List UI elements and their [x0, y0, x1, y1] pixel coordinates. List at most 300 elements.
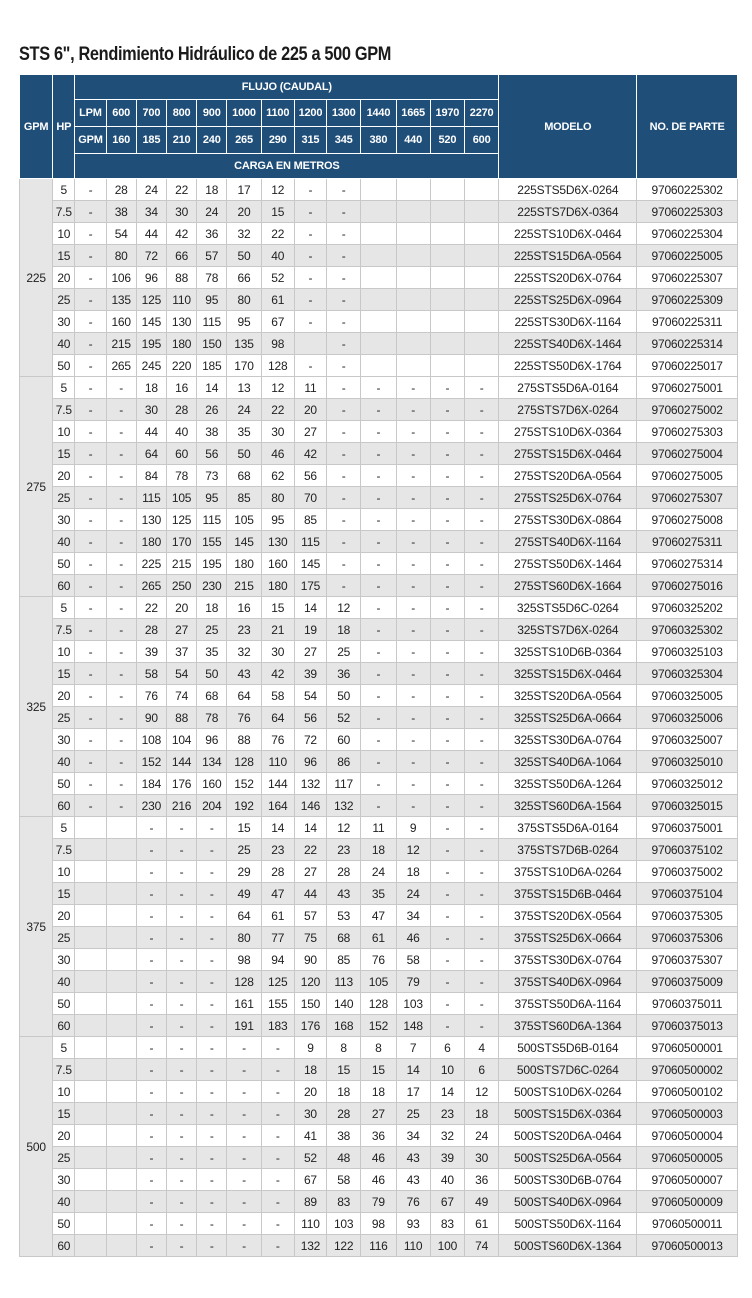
head-value-cell: - — [106, 399, 136, 421]
model-cell: 275STS40D6X-1164 — [499, 531, 637, 553]
head-value-cell: 12 — [261, 377, 294, 399]
head-value-cell: 24 — [464, 1125, 498, 1147]
part-number-cell: 97060325103 — [637, 641, 738, 663]
hp-cell: 7.5 — [53, 619, 75, 641]
head-value-cell: - — [106, 443, 136, 465]
head-value-cell — [75, 1037, 106, 1059]
head-value-cell: - — [106, 751, 136, 773]
table-row — [20, 223, 738, 245]
model-cell: 500STS10D6X-0264 — [499, 1081, 637, 1103]
head-value-cell: - — [166, 1103, 196, 1125]
head-value-cell: 11 — [294, 377, 326, 399]
head-value-cell: - — [464, 883, 498, 905]
hp-cell: 7.5 — [53, 1059, 75, 1081]
head-value-cell: - — [430, 751, 464, 773]
head-value-cell: - — [166, 949, 196, 971]
gpm-value: 520 — [430, 127, 464, 154]
head-value-cell: - — [327, 443, 361, 465]
head-value-cell: 250 — [166, 575, 196, 597]
table-row — [20, 685, 738, 707]
table-row — [20, 641, 738, 663]
lpm-value: 900 — [197, 100, 227, 127]
head-value-cell: 148 — [396, 1015, 430, 1037]
head-value-cell: 84 — [136, 465, 166, 487]
lpm-value: 1200 — [294, 100, 326, 127]
head-value-cell: - — [464, 443, 498, 465]
head-value-cell: 95 — [197, 289, 227, 311]
parte-header: NO. DE PARTE — [637, 75, 738, 179]
hp-cell: 50 — [53, 773, 75, 795]
head-value-cell: - — [396, 597, 430, 619]
head-value-cell: - — [294, 289, 326, 311]
head-value-cell: 96 — [197, 729, 227, 751]
head-value-cell: 38 — [106, 201, 136, 223]
head-value-cell: - — [166, 1125, 196, 1147]
head-value-cell: 183 — [261, 1015, 294, 1037]
part-number-cell: 97060325202 — [637, 597, 738, 619]
head-value-cell: 120 — [294, 971, 326, 993]
head-value-cell: 155 — [197, 531, 227, 553]
head-value-cell — [75, 1059, 106, 1081]
head-value-cell: 125 — [136, 289, 166, 311]
head-value-cell: 34 — [396, 905, 430, 927]
head-value-cell: - — [136, 1147, 166, 1169]
head-value-cell — [464, 245, 498, 267]
lpm-value: 1100 — [261, 100, 294, 127]
head-value-cell: - — [75, 377, 106, 399]
head-value-cell: 192 — [227, 795, 261, 817]
head-value-cell: - — [197, 1125, 227, 1147]
part-number-cell: 97060325010 — [637, 751, 738, 773]
model-cell: 325STS25D6A-0664 — [499, 707, 637, 729]
head-value-cell: 180 — [166, 333, 196, 355]
head-value-cell: - — [166, 971, 196, 993]
head-value-cell: - — [197, 927, 227, 949]
head-value-cell: - — [197, 1169, 227, 1191]
head-value-cell: 215 — [227, 575, 261, 597]
head-value-cell: 35 — [361, 883, 396, 905]
head-value-cell: 68 — [227, 465, 261, 487]
head-value-cell — [464, 333, 498, 355]
part-number-cell: 97060375102 — [637, 839, 738, 861]
model-cell: 275STS5D6A-0164 — [499, 377, 637, 399]
head-value-cell: - — [327, 509, 361, 531]
head-value-cell: - — [106, 465, 136, 487]
head-value-cell: - — [75, 487, 106, 509]
head-value-cell — [396, 311, 430, 333]
head-value-cell: 98 — [361, 1213, 396, 1235]
gpm-value: 380 — [361, 127, 396, 154]
head-value-cell: - — [396, 443, 430, 465]
model-cell: 325STS60D6A-1564 — [499, 795, 637, 817]
head-value-cell: - — [327, 223, 361, 245]
head-value-cell: - — [464, 553, 498, 575]
head-value-cell — [106, 993, 136, 1015]
part-number-cell: 97060275314 — [637, 553, 738, 575]
model-cell: 375STS20D6X-0564 — [499, 905, 637, 927]
head-value-cell: 52 — [261, 267, 294, 289]
table-row — [20, 1213, 738, 1235]
table-row — [20, 729, 738, 751]
head-value-cell: - — [106, 553, 136, 575]
hp-cell: 20 — [53, 267, 75, 289]
head-value-cell: - — [430, 795, 464, 817]
model-cell: 225STS25D6X-0964 — [499, 289, 637, 311]
head-value-cell: - — [75, 443, 106, 465]
head-value-cell: - — [227, 1213, 261, 1235]
head-value-cell: 35 — [227, 421, 261, 443]
gpm-group-cell: 325 — [20, 597, 53, 817]
part-number-cell: 97060500013 — [637, 1235, 738, 1257]
head-value-cell: 104 — [166, 729, 196, 751]
head-value-cell: - — [464, 971, 498, 993]
head-value-cell: - — [464, 663, 498, 685]
table-row — [20, 883, 738, 905]
head-value-cell: 72 — [294, 729, 326, 751]
head-value-cell — [75, 839, 106, 861]
gpm-label: GPM — [75, 127, 106, 154]
head-value-cell: 150 — [197, 333, 227, 355]
head-value-cell: 23 — [430, 1103, 464, 1125]
head-value-cell: 12 — [396, 839, 430, 861]
head-value-cell: - — [75, 289, 106, 311]
table-row — [20, 927, 738, 949]
head-value-cell: - — [136, 1169, 166, 1191]
head-value-cell: 80 — [227, 289, 261, 311]
table-row — [20, 1037, 738, 1059]
head-value-cell: - — [75, 575, 106, 597]
part-number-cell: 97060500102 — [637, 1081, 738, 1103]
head-value-cell: 18 — [327, 619, 361, 641]
head-value-cell: - — [106, 619, 136, 641]
head-value-cell: - — [396, 663, 430, 685]
head-value-cell: 98 — [261, 333, 294, 355]
head-value-cell — [430, 201, 464, 223]
head-value-cell: 46 — [396, 927, 430, 949]
head-value-cell — [75, 949, 106, 971]
head-value-cell: - — [396, 465, 430, 487]
head-value-cell: - — [136, 927, 166, 949]
head-value-cell: - — [464, 377, 498, 399]
head-value-cell — [396, 267, 430, 289]
head-value-cell: - — [396, 707, 430, 729]
head-value-cell: 15 — [261, 597, 294, 619]
head-value-cell: - — [361, 641, 396, 663]
head-value-cell — [75, 1103, 106, 1125]
head-value-cell: 49 — [464, 1191, 498, 1213]
head-value-cell: - — [294, 201, 326, 223]
head-value-cell: - — [75, 179, 106, 201]
head-value-cell: 19 — [294, 619, 326, 641]
head-value-cell — [75, 993, 106, 1015]
head-value-cell: 76 — [227, 707, 261, 729]
hp-cell: 20 — [53, 465, 75, 487]
head-value-cell: - — [430, 971, 464, 993]
head-value-cell: 132 — [294, 1235, 326, 1257]
head-value-cell: - — [430, 707, 464, 729]
model-cell: 500STS60D6X-1364 — [499, 1235, 637, 1257]
head-value-cell: - — [136, 1213, 166, 1235]
head-value-cell: 22 — [136, 597, 166, 619]
head-value-cell: 54 — [166, 663, 196, 685]
head-value-cell: - — [166, 1213, 196, 1235]
table-row — [20, 751, 738, 773]
head-value-cell: 184 — [136, 773, 166, 795]
head-value-cell: - — [430, 663, 464, 685]
head-value-cell: - — [464, 685, 498, 707]
head-value-cell: - — [464, 641, 498, 663]
head-value-cell: 61 — [464, 1213, 498, 1235]
head-value-cell: 32 — [227, 641, 261, 663]
head-value-cell: - — [327, 333, 361, 355]
head-value-cell: 27 — [166, 619, 196, 641]
head-value-cell — [106, 1059, 136, 1081]
head-value-cell: 44 — [136, 223, 166, 245]
head-value-cell: 22 — [261, 399, 294, 421]
head-value-cell: - — [75, 553, 106, 575]
head-value-cell — [75, 883, 106, 905]
head-value-cell: 58 — [136, 663, 166, 685]
head-value-cell: 42 — [166, 223, 196, 245]
head-value-cell — [106, 1103, 136, 1125]
table-row — [20, 1235, 738, 1257]
head-value-cell — [75, 1235, 106, 1257]
head-value-cell: - — [361, 531, 396, 553]
table-row — [20, 949, 738, 971]
head-value-cell — [75, 1081, 106, 1103]
part-number-cell: 97060275004 — [637, 443, 738, 465]
head-value-cell: 164 — [261, 795, 294, 817]
head-value-cell: 105 — [227, 509, 261, 531]
head-value-cell: 105 — [361, 971, 396, 993]
head-value-cell: 35 — [197, 641, 227, 663]
head-value-cell: 15 — [327, 1059, 361, 1081]
hp-cell: 7.5 — [53, 839, 75, 861]
table-row — [20, 465, 738, 487]
head-value-cell: 12 — [261, 179, 294, 201]
part-number-cell: 97060325012 — [637, 773, 738, 795]
head-value-cell: - — [464, 597, 498, 619]
model-cell: 275STS10D6X-0364 — [499, 421, 637, 443]
head-value-cell: - — [166, 1037, 196, 1059]
hp-cell: 30 — [53, 1169, 75, 1191]
head-value-cell: 6 — [430, 1037, 464, 1059]
head-value-cell — [396, 289, 430, 311]
part-number-cell: 97060375104 — [637, 883, 738, 905]
head-value-cell — [464, 355, 498, 377]
head-value-cell: - — [136, 949, 166, 971]
gpm-value: 240 — [197, 127, 227, 154]
head-value-cell: - — [464, 509, 498, 531]
head-value-cell: 85 — [227, 487, 261, 509]
head-value-cell: - — [396, 421, 430, 443]
head-value-cell — [106, 1235, 136, 1257]
head-value-cell: 144 — [166, 751, 196, 773]
head-value-cell: 42 — [294, 443, 326, 465]
head-value-cell: 60 — [166, 443, 196, 465]
part-number-cell: 97060225017 — [637, 355, 738, 377]
head-value-cell: 34 — [396, 1125, 430, 1147]
head-value-cell: 15 — [361, 1059, 396, 1081]
table-row — [20, 443, 738, 465]
gpm-value: 185 — [136, 127, 166, 154]
head-value-cell: 61 — [261, 905, 294, 927]
head-value-cell: 170 — [166, 531, 196, 553]
head-value-cell: - — [464, 861, 498, 883]
model-cell: 500STS50D6X-1164 — [499, 1213, 637, 1235]
head-value-cell: 8 — [327, 1037, 361, 1059]
model-cell: 325STS50D6A-1264 — [499, 773, 637, 795]
head-value-cell — [361, 223, 396, 245]
head-value-cell — [106, 1213, 136, 1235]
head-value-cell: 150 — [294, 993, 326, 1015]
page-title: STS 6", Rendimiento Hidráulico de 225 a 500 GPM — [19, 44, 392, 65]
model-cell: 500STS25D6A-0564 — [499, 1147, 637, 1169]
head-value-cell: 28 — [166, 399, 196, 421]
head-value-cell: 36 — [361, 1125, 396, 1147]
head-value-cell: 185 — [197, 355, 227, 377]
head-value-cell: - — [106, 663, 136, 685]
model-cell: 275STS60D6X-1664 — [499, 575, 637, 597]
model-cell: 225STS15D6A-0564 — [499, 245, 637, 267]
model-cell: 325STS15D6X-0464 — [499, 663, 637, 685]
table-row — [20, 619, 738, 641]
head-value-cell: 180 — [136, 531, 166, 553]
model-cell: 225STS7D6X-0364 — [499, 201, 637, 223]
head-value-cell: 152 — [136, 751, 166, 773]
head-value-cell: 113 — [327, 971, 361, 993]
head-value-cell: 28 — [327, 1103, 361, 1125]
head-value-cell: - — [464, 927, 498, 949]
head-value-cell: 152 — [227, 773, 261, 795]
head-value-cell — [396, 223, 430, 245]
head-value-cell: - — [430, 575, 464, 597]
head-value-cell: 42 — [261, 663, 294, 685]
hp-cell: 30 — [53, 311, 75, 333]
hp-cell: 20 — [53, 685, 75, 707]
head-value-cell — [430, 289, 464, 311]
head-value-cell: 130 — [166, 311, 196, 333]
head-value-cell — [106, 1081, 136, 1103]
head-value-cell: 145 — [294, 553, 326, 575]
head-value-cell: - — [136, 993, 166, 1015]
head-value-cell: 18 — [197, 179, 227, 201]
head-value-cell: 57 — [197, 245, 227, 267]
table-row — [20, 1147, 738, 1169]
head-value-cell: 22 — [261, 223, 294, 245]
table-row — [20, 531, 738, 553]
head-value-cell: - — [261, 1103, 294, 1125]
head-value-cell: 14 — [294, 597, 326, 619]
table-row — [20, 817, 738, 839]
hp-cell: 25 — [53, 487, 75, 509]
head-value-cell: - — [396, 641, 430, 663]
head-value-cell: - — [75, 619, 106, 641]
head-value-cell: - — [136, 1125, 166, 1147]
head-value-cell: 103 — [327, 1213, 361, 1235]
head-value-cell: - — [464, 619, 498, 641]
hp-cell: 20 — [53, 905, 75, 927]
head-value-cell: - — [464, 575, 498, 597]
head-value-cell: 14 — [261, 817, 294, 839]
table-row — [20, 509, 738, 531]
lpm-value: 1440 — [361, 100, 396, 127]
part-number-cell: 97060325005 — [637, 685, 738, 707]
head-value-cell: 14 — [430, 1081, 464, 1103]
head-value-cell: - — [261, 1169, 294, 1191]
model-cell: 325STS30D6A-0764 — [499, 729, 637, 751]
head-value-cell: 12 — [464, 1081, 498, 1103]
head-value-cell: 22 — [294, 839, 326, 861]
table-row — [20, 311, 738, 333]
hp-cell: 50 — [53, 993, 75, 1015]
head-value-cell: - — [327, 311, 361, 333]
head-value-cell: 168 — [327, 1015, 361, 1037]
head-value-cell: - — [327, 355, 361, 377]
gpm-group-cell: 500 — [20, 1037, 53, 1257]
head-value-cell: - — [197, 1103, 227, 1125]
head-value-cell — [464, 311, 498, 333]
head-value-cell: 161 — [227, 993, 261, 1015]
head-value-cell: 36 — [197, 223, 227, 245]
model-cell: 225STS5D6X-0264 — [499, 179, 637, 201]
head-value-cell: 10 — [430, 1059, 464, 1081]
head-value-cell: 22 — [166, 179, 196, 201]
hp-cell: 10 — [53, 861, 75, 883]
head-value-cell — [396, 245, 430, 267]
head-value-cell: - — [75, 399, 106, 421]
head-value-cell: - — [261, 1125, 294, 1147]
head-value-cell: 160 — [261, 553, 294, 575]
modelo-header: MODELO — [499, 75, 637, 179]
head-value-cell: 70 — [294, 487, 326, 509]
head-value-cell — [75, 1169, 106, 1191]
head-value-cell — [106, 905, 136, 927]
head-value-cell — [75, 971, 106, 993]
gpm-value: 265 — [227, 127, 261, 154]
head-value-cell — [430, 179, 464, 201]
head-value-cell: - — [327, 421, 361, 443]
head-value-cell: 17 — [227, 179, 261, 201]
head-value-cell: 160 — [197, 773, 227, 795]
head-value-cell: 32 — [430, 1125, 464, 1147]
head-value-cell: - — [464, 993, 498, 1015]
head-value-cell — [106, 1037, 136, 1059]
head-value-cell: 25 — [227, 839, 261, 861]
head-value-cell: - — [464, 421, 498, 443]
head-value-cell: 30 — [464, 1147, 498, 1169]
hp-cell: 25 — [53, 1147, 75, 1169]
head-value-cell: 9 — [396, 817, 430, 839]
head-value-cell: 78 — [197, 267, 227, 289]
head-value-cell: - — [261, 1147, 294, 1169]
table-row — [20, 575, 738, 597]
head-value-cell: 110 — [166, 289, 196, 311]
head-value-cell: - — [327, 179, 361, 201]
head-value-cell — [106, 861, 136, 883]
head-value-cell: - — [430, 531, 464, 553]
head-value-cell: 85 — [327, 949, 361, 971]
head-value-cell — [75, 1147, 106, 1169]
head-value-cell: 30 — [294, 1103, 326, 1125]
head-value-cell: - — [261, 1235, 294, 1257]
head-value-cell — [396, 355, 430, 377]
model-cell: 325STS7D6X-0264 — [499, 619, 637, 641]
hp-cell: 25 — [53, 707, 75, 729]
model-cell: 225STS40D6X-1464 — [499, 333, 637, 355]
head-value-cell: - — [361, 421, 396, 443]
head-value-cell: 128 — [227, 971, 261, 993]
